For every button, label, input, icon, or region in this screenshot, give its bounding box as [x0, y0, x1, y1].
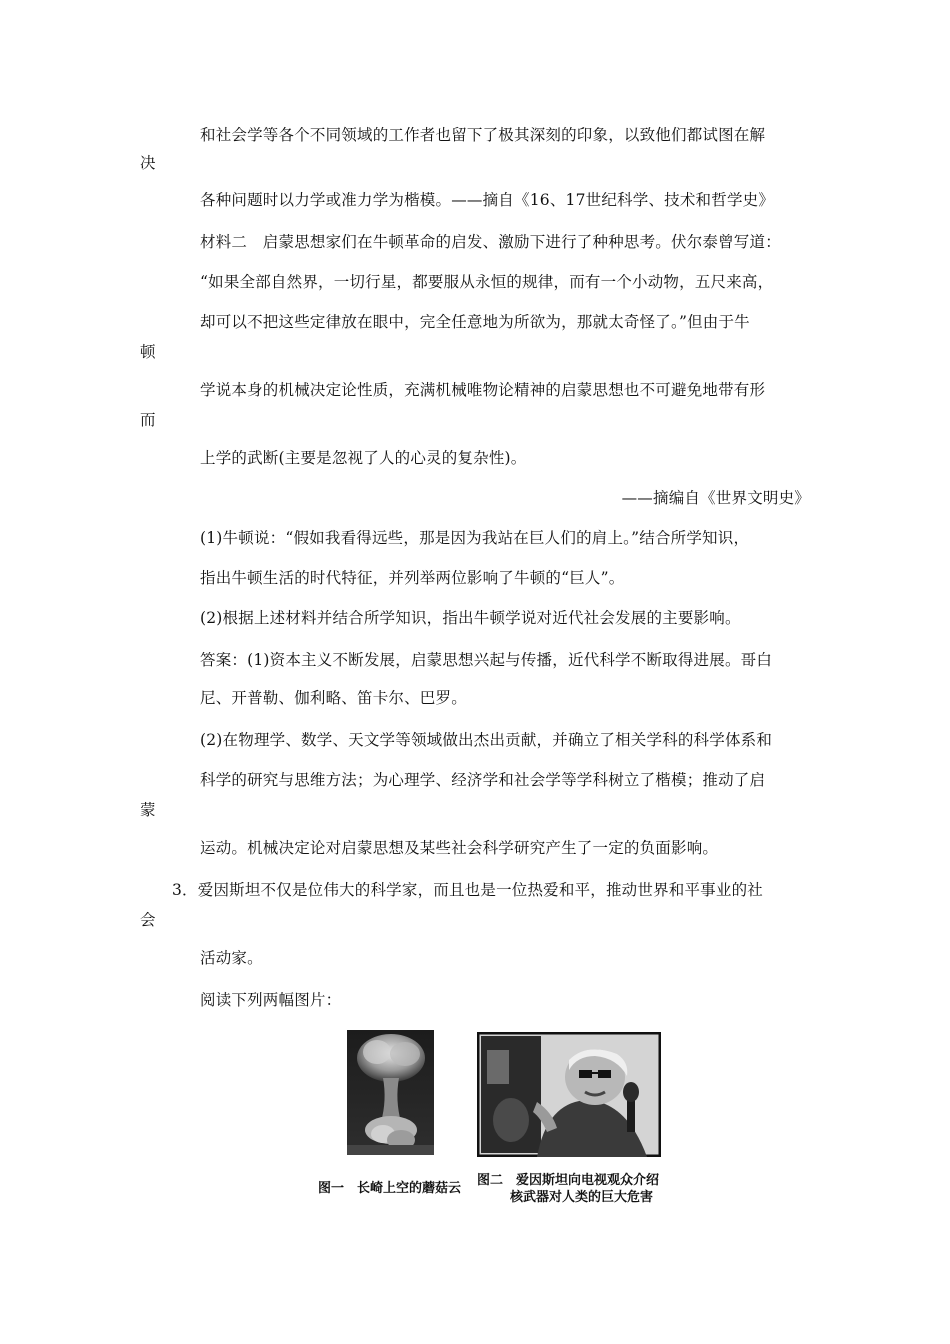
question-line: (2)根据上述材料并结合所学知识，指出牛顿学说对近代社会发展的主要影响。	[200, 609, 741, 627]
answer-line: (2)在物理学、数学、天文学等领域做出杰出贡献，并确立了相关学科的科学体系和	[200, 731, 773, 749]
figure-2-caption-line1: 图二 爱因斯坦向电视观众介绍	[477, 1173, 660, 1188]
answer-line: 运动。机械决定论对启蒙思想及某些社会科学研究产生了一定的负面影响。	[200, 839, 719, 857]
text-line: “如果全部自然界，一切行星，都要服从永恒的规律，而有一个小动物，五尺来高，	[200, 273, 774, 291]
answer-line: 科学的研究与思维方法；为心理学、经济学和社会学等学科树立了楷模；推动了启	[200, 771, 766, 789]
text-line: 而	[140, 411, 156, 429]
question-line: (1)牛顿说：“假如我看得远些，那是因为我站在巨人们的肩上。”结合所学知识，	[200, 529, 750, 547]
figure-1-caption: 图一 长崎上空的蘑菇云	[318, 1181, 462, 1196]
question-line: 指出牛顿生活的时代特征，并列举两位影响了牛顿的“巨人”。	[200, 569, 625, 587]
mushroom-cloud-photo	[347, 1030, 434, 1155]
question-line: 3．爱因斯坦不仅是位伟大的科学家，而且也是一位热爱和平，推动世界和平事业的社	[172, 881, 763, 899]
answer-line: 答案：(1)资本主义不断发展，启蒙思想兴起与传播，近代科学不断取得进展。哥白	[200, 651, 773, 669]
einstein-tv-photo	[477, 1032, 661, 1157]
text-line: 材料二 启蒙思想家们在牛顿革命的启发、激励下进行了种种思考。伏尔泰曾写道：	[200, 233, 781, 251]
source-citation: ——摘编自《世界文明史》	[621, 489, 810, 507]
text-line: 各种问题时以力学或准力学为楷模。——摘自《16、17世纪科学、技术和哲学史》	[200, 191, 775, 209]
text-line: 决	[140, 154, 156, 172]
question-line: 活动家。	[200, 949, 263, 967]
text-line: 学说本身的机械决定论性质，充满机械唯物论精神的启蒙思想也不可避免地带有形	[200, 381, 766, 399]
answer-line: 蒙	[140, 801, 156, 819]
text-line: 上学的武断(主要是忽视了人的心灵的复杂性)。	[200, 449, 527, 467]
text-line: 顿	[140, 343, 156, 361]
question-line: 会	[140, 911, 156, 929]
answer-line: 尼、开普勒、伽利略、笛卡尔、巴罗。	[200, 689, 467, 707]
text-line: 和社会学等各个不同领域的工作者也留下了极其深刻的印象，以致他们都试图在解	[200, 126, 766, 144]
text-line: 却可以不把这些定律放在眼中，完全任意地为所欲为，那就太奇怪了。”但由于牛	[200, 313, 750, 331]
question-line: 阅读下列两幅图片：	[200, 991, 342, 1009]
figure-2-caption-line2: 核武器对人类的巨大危害	[510, 1190, 654, 1205]
